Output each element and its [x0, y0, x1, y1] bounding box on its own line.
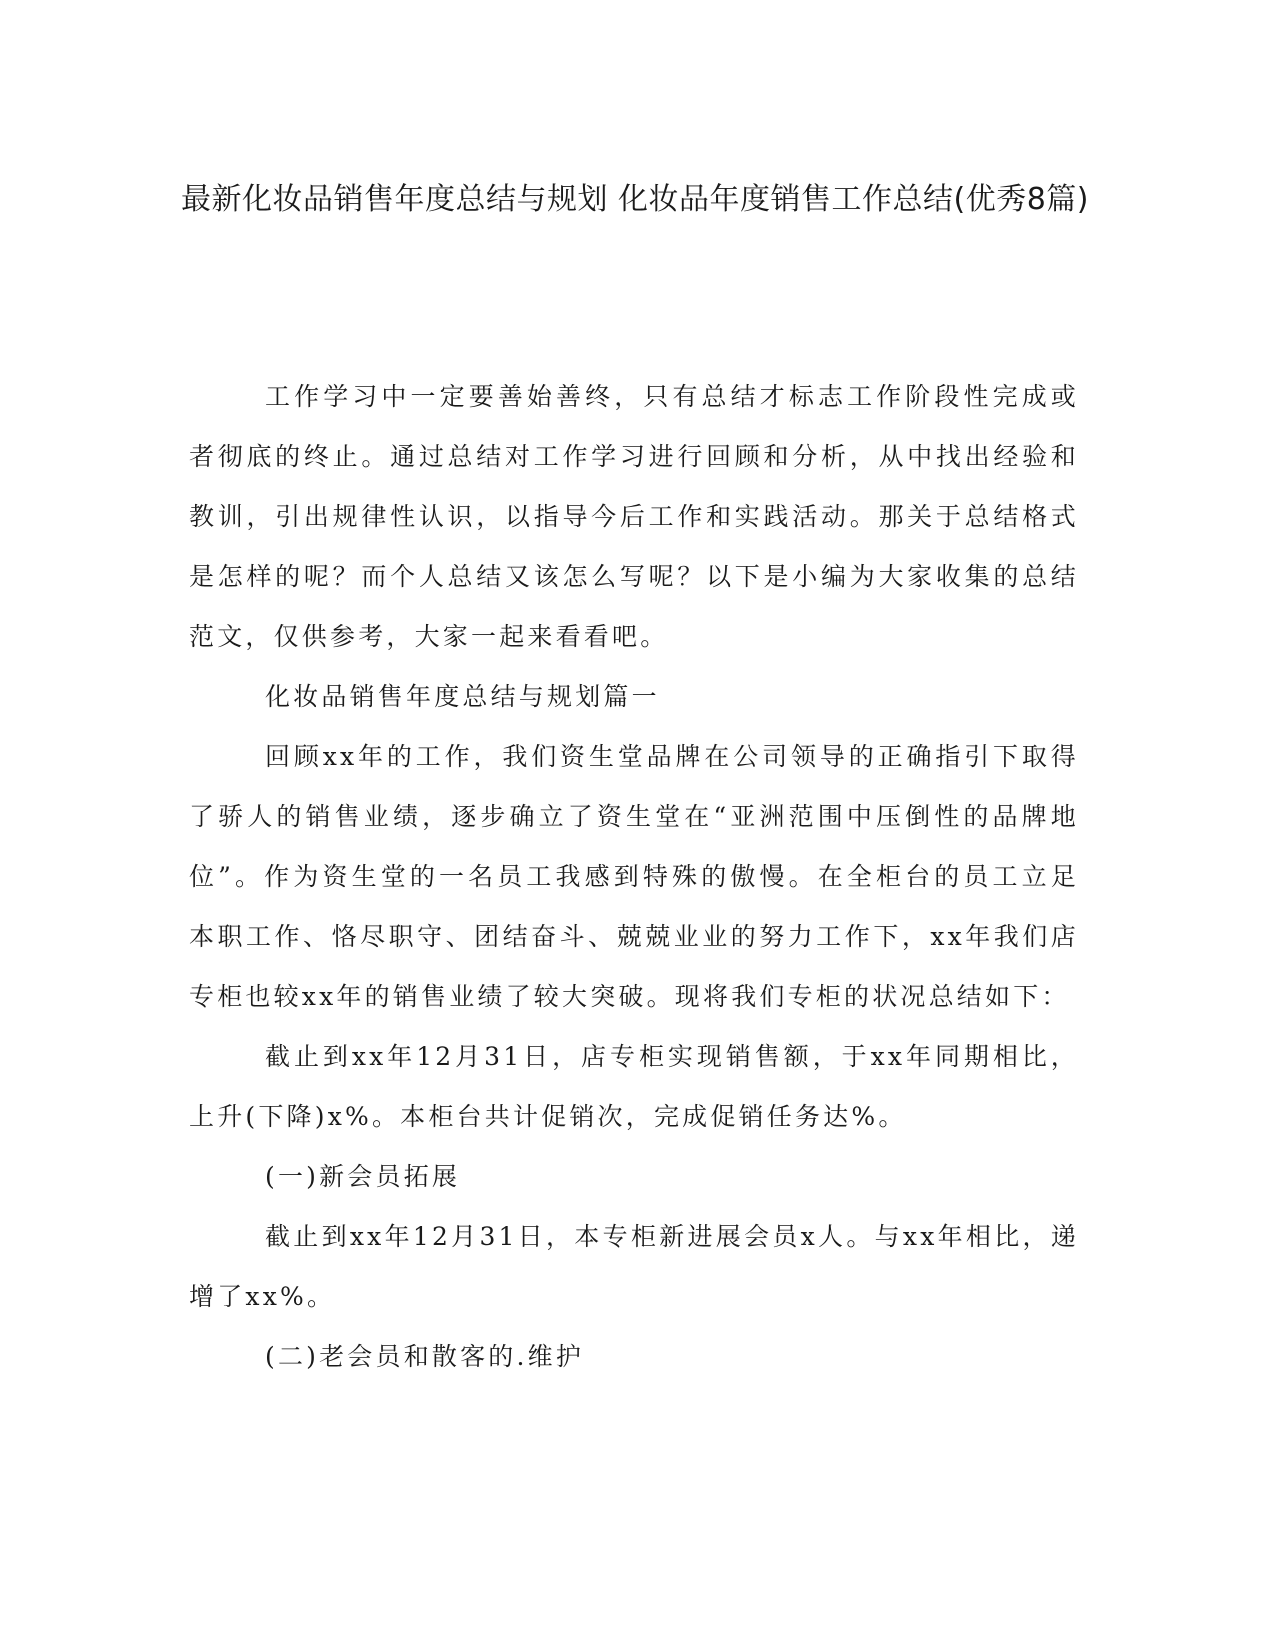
- document-body: [189, 367, 1079, 1387]
- new-members-paragraph: 截止到xx年12月31日，本专柜新进展会员x人。与xx年相比，递增了xx%。: [189, 1222, 1079, 1311]
- review-paragraph: 回顾xx年的工作，我们资生堂品牌在公司领导的正确指引下取得了骄人的销售业绩，逐步确立了资生堂在“亚洲范围中压倒性的品牌地位”。作为资生堂的一名员工我感到特殊的傲慢。在全柜台的员工立足本职工作、恪尽职守、团结奋斗、兢兢业业的努力工作下，xx年我们店专柜也较xx年的销售业绩了较大突破。现将我们专柜的状况总结如下：: [189, 742, 1079, 1011]
- document-title: 最新化妆品销售年度总结与规划 化妆品年度销售工作总结(优秀8篇): [180, 182, 1090, 217]
- section-heading-1: 化妆品销售年度总结与规划篇一: [265, 682, 660, 711]
- intro-paragraph: 工作学习中一定要善始善终，只有总结才标志工作阶段性完成或者彻底的终止。通过总结对工作学习进行回顾和分析，从中找出经验和教训，引出规律性认识，以指导今后工作和实践活动。那关于总结格式是怎样的呢？而个人总结又该怎么写呢？以下是小编为大家收集的总结范文，仅供参考，大家一起来看看吧。: [189, 382, 1079, 651]
- subsection-heading-old-members: (二)老会员和散客的.维护: [265, 1342, 585, 1371]
- sales-paragraph: 截止到xx年12月31日，店专柜实现销售额，于xx年同期相比，上升(下降)x%。本柜台共计促销次，完成促销任务达%。: [189, 1042, 1079, 1131]
- subsection-heading-new-members: (一)新会员拓展: [265, 1162, 461, 1191]
